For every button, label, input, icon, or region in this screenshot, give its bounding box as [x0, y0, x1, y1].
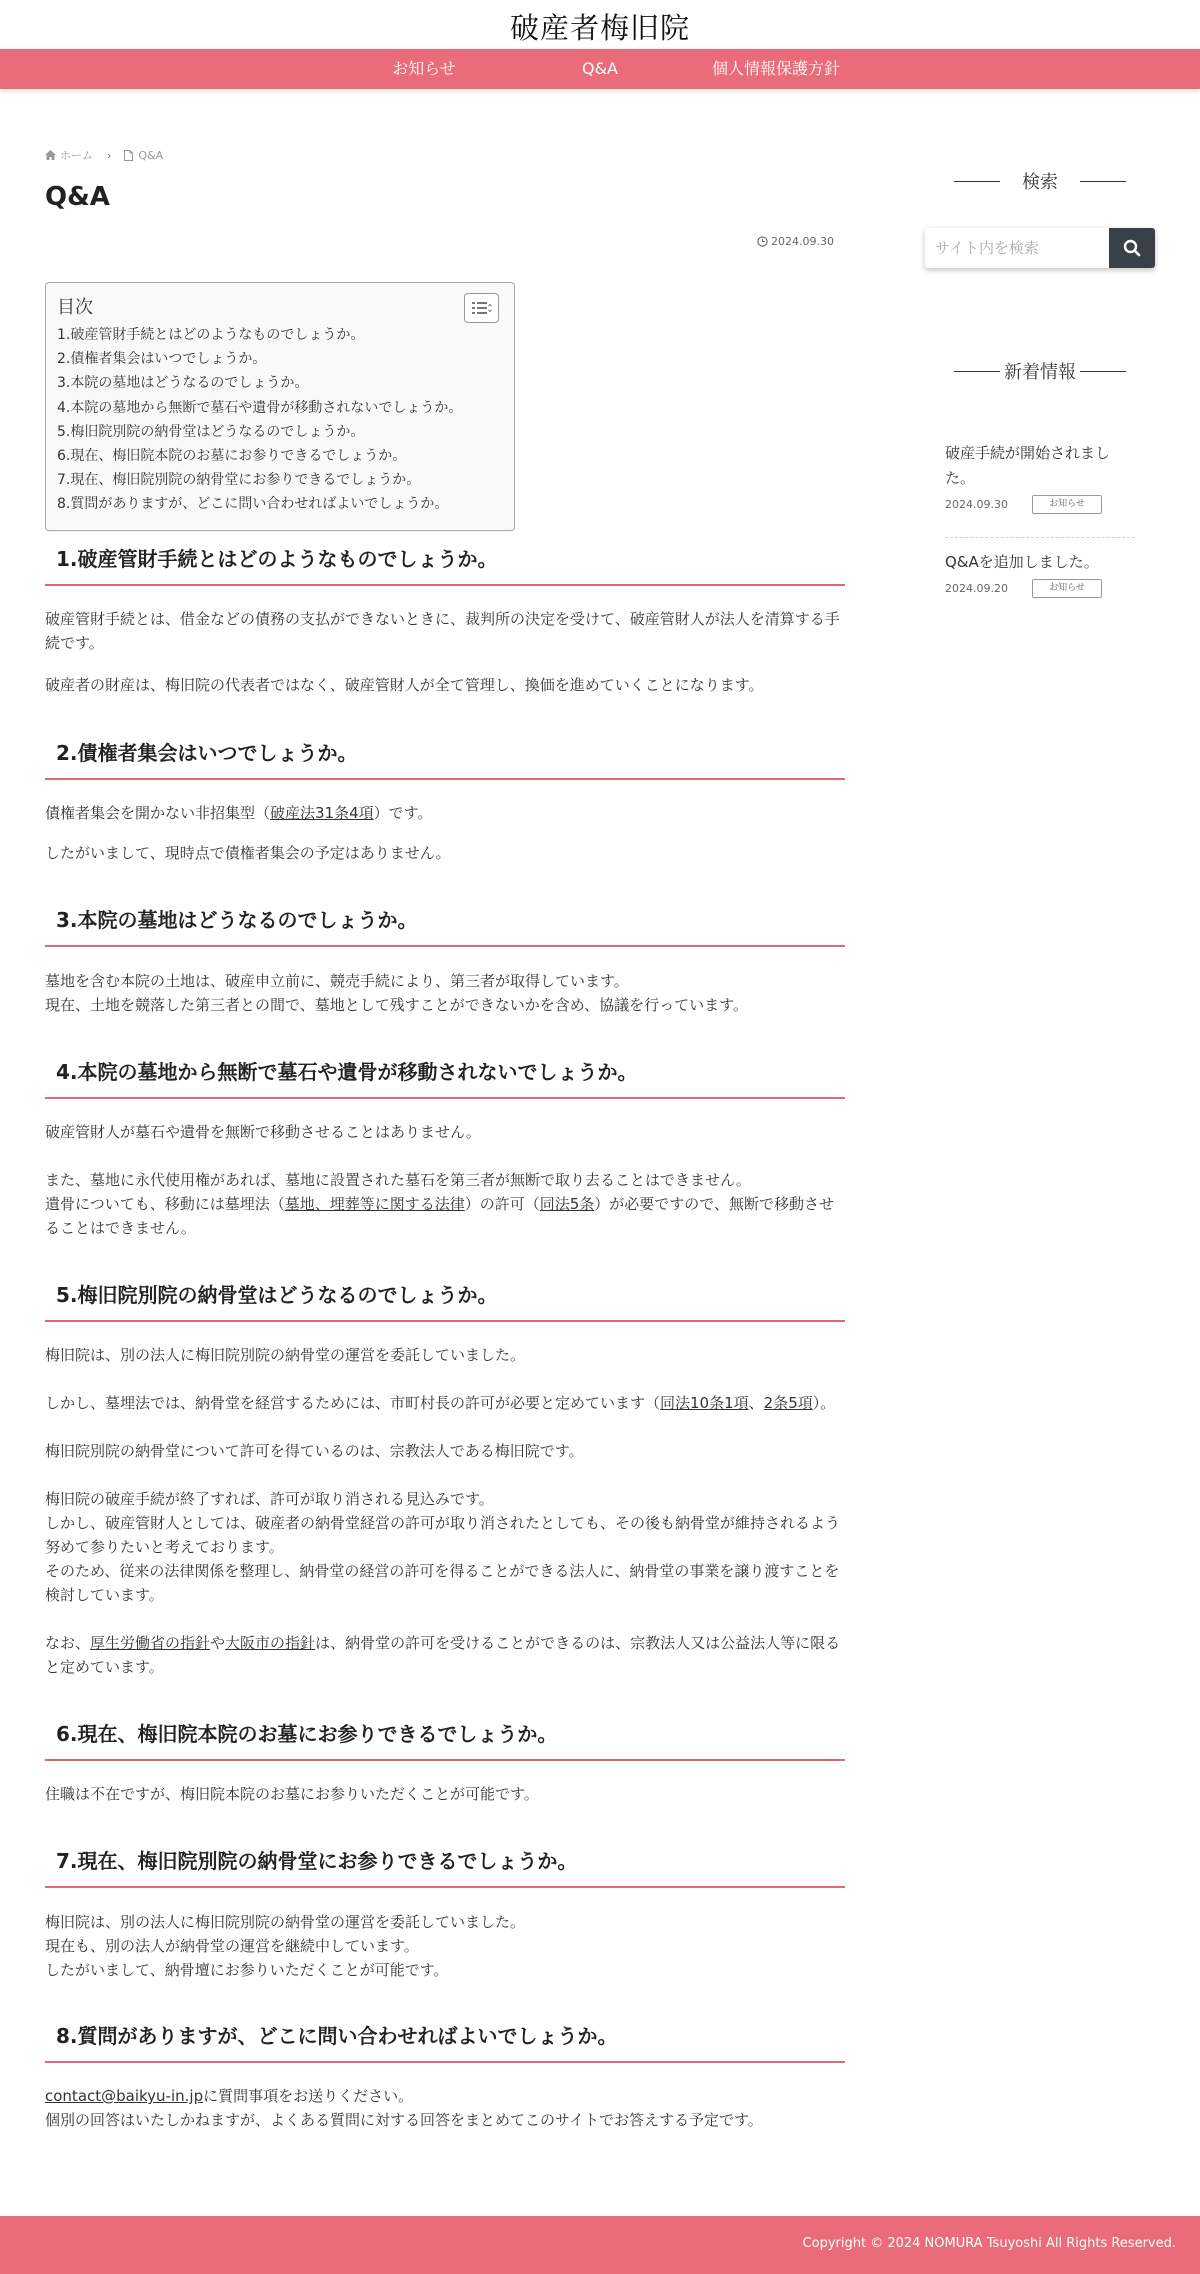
toc-toggle-button[interactable]: [464, 293, 499, 323]
section-3-line-1: 墓地を含む本院の土地は、破産申立前に、競売手続により、第三者が取得しています。: [45, 972, 629, 990]
search-icon: [1123, 239, 1141, 257]
section-heading-2: 2.債権者集会はいつでしょうか。: [45, 736, 845, 780]
search-input[interactable]: [925, 228, 1110, 268]
section-5-line-6: [45, 1631, 845, 1679]
section-heading-5: 5.梅旧院別院の納骨堂はどうなるのでしょうか。: [45, 1278, 845, 1322]
breadcrumb-current-label: Q&A: [138, 148, 164, 162]
section-1-paragraph-1: 破産管財手続とは、借金などの債務の支払ができないときに、裁判所の決定を受けて、破産管財人が法人を清算する手続です。: [45, 610, 840, 652]
section-4-line-1: また、墓地に永代使用権があれば、墓地に設置された墓石を第三者が無断で取り去ることはできません。: [45, 1171, 751, 1189]
toc-link-6[interactable]: 6.現在、梅旧院本院のお墓にお参りできるでしょうか。: [57, 447, 407, 464]
section-4-line-2: [45, 1192, 845, 1240]
section-8-line-2: 個別の回答はいたしかねますが、よくある質問に対する回答をまとめてこのサイトでお答えする予定です。: [45, 2111, 763, 2129]
page-icon: [124, 150, 133, 161]
text: や: [210, 1634, 226, 1652]
section-heading-8: 8.質問がありますが、どこに問い合わせればよいでしょうか。: [45, 2019, 845, 2063]
section-7-line-3: したがいまして、納骨壇にお参りいただくことが可能です。: [45, 1961, 449, 1979]
news-divider: [945, 537, 1135, 538]
search-box: [925, 228, 1155, 268]
contact-email-link[interactable]: contact@baikyu-in.jp: [45, 2087, 204, 2105]
section-heading-7: 7.現在、梅旧院別院の納骨堂にお参りできるでしょうか。: [45, 1844, 845, 1888]
toc-item: [57, 371, 503, 395]
nav-item-news[interactable]: お知らせ: [392, 59, 456, 78]
post-date: [757, 235, 834, 248]
section-7-line-1: 梅旧院は、別の法人に梅旧院別院の納骨堂の運営を委託していました。: [45, 1913, 526, 1931]
section-8-line-1: [45, 2084, 845, 2108]
text: ）です。: [373, 804, 433, 822]
search-widget-title: 検索: [925, 168, 1155, 194]
breadcrumb-home-label: ホーム: [60, 149, 93, 162]
breadcrumb-home[interactable]: [45, 147, 93, 163]
toc-list: [57, 323, 503, 517]
text: ）が必要ですので、無断で移動させることはできません。: [45, 1195, 834, 1237]
breadcrumb: [45, 147, 845, 163]
toc-item: [57, 347, 503, 371]
news-category-badge[interactable]: お知らせ: [1032, 495, 1102, 514]
news-title-link[interactable]: Q&Aを追加しました。: [945, 553, 1099, 571]
section-5-line-5: そのため、従来の法律関係を整理し、納骨堂の経営の許可を得ることができる法人に、納骨堂の事業を譲り渡すことを検討しています。: [45, 1562, 840, 1604]
site-title[interactable]: 破産者梅旧院: [509, 11, 690, 45]
toc-item: [57, 444, 503, 468]
section-2-paragraph-1: [45, 801, 845, 825]
toc-item: [57, 492, 503, 516]
osaka-city-guideline-link[interactable]: 大阪市の指針: [225, 1634, 316, 1652]
site-footer: [0, 2216, 1200, 2274]
section-heading-6: 6.現在、梅旧院本院のお墓にお参りできるでしょうか。: [45, 1717, 845, 1761]
news-meta: [945, 495, 1135, 514]
toc-link-3[interactable]: 3.本院の墓地はどうなるのでしょうか。: [57, 375, 309, 392]
text: ）の許可（: [464, 1195, 540, 1213]
news-date: 2024.09.30: [945, 498, 1008, 511]
breadcrumb-current: [124, 149, 163, 162]
toc-item: [57, 468, 503, 492]
law-link-article-2-5[interactable]: 2条5項: [763, 1394, 813, 1412]
main-content: [45, 147, 845, 2129]
table-of-contents: [45, 282, 515, 531]
section-1-paragraph-2: 破産者の財産は、梅旧院の代表者ではなく、破産管財人が全て管理し、換価を進めていくことになります。: [45, 676, 764, 694]
copyright: Copyright © 2024 NOMURA Tsuyoshi All Rights Reserved.: [802, 2236, 1176, 2251]
text: 、: [748, 1394, 764, 1412]
toc-item: [57, 323, 503, 347]
news-item: [945, 441, 1135, 514]
section-5-line-1: [45, 1391, 845, 1415]
section-5-line-3: 梅旧院の破産手続が終了すれば、許可が取り消される見込みです。: [45, 1490, 494, 1508]
text: ）。: [812, 1394, 836, 1412]
section-4-paragraph-1: 破産管財人が墓石や遺骨を無断で移動させることはありません。: [45, 1123, 481, 1141]
news-item: [945, 550, 1135, 598]
section-5-line-4: しかし、破産管財人としては、破産者の納骨堂経営の許可が取り消されたとしても、その後も納骨堂が維持されるよう努めて参りたいと考えております。: [45, 1514, 841, 1556]
law-link-bankruptcy-31-4[interactable]: 破産法31条4項: [270, 804, 374, 822]
toc-item: [57, 396, 503, 420]
clock-icon: [757, 236, 768, 247]
news-date: 2024.09.20: [945, 582, 1008, 595]
news-title-link[interactable]: 破産手続が開始されました。: [945, 444, 1111, 487]
section-5-paragraph-1: 梅旧院は、別の法人に梅旧院別院の納骨堂の運営を委託していました。: [45, 1346, 526, 1364]
news-category-badge[interactable]: お知らせ: [1032, 579, 1102, 598]
nav-item-privacy[interactable]: 個人情報保護方針: [711, 59, 840, 78]
chevron-right-icon: ›: [107, 148, 112, 162]
text: 債権者集会を開かない非招集型（: [45, 804, 271, 822]
site-header: [0, 0, 1200, 49]
nav-item-qa[interactable]: Q&A: [581, 59, 618, 78]
section-heading-4: 4.本院の墓地から無断で墓石や遺骨が移動されないでしょうか。: [45, 1055, 845, 1099]
section-heading-1: 1.破産管財手続とはどのようなものでしょうか。: [45, 542, 845, 586]
list-icon: [472, 301, 492, 315]
text: なお、: [45, 1634, 91, 1652]
news-widget-title: 新着情報: [925, 358, 1155, 384]
section-3-line-2: 現在、土地を競落した第三者との間で、墓地として残すことができないかを含め、協議を行っています。: [45, 996, 748, 1014]
page-title: Q&A: [45, 182, 110, 212]
post-date-value: 2024.09.30: [771, 235, 834, 248]
section-2-paragraph-2: したがいまして、現時点で債権者集会の予定はありません。: [45, 844, 451, 862]
home-icon: [45, 150, 56, 160]
section-7-line-2: 現在も、別の法人が納骨堂の運営を継続中しています。: [45, 1937, 419, 1955]
text: 遺骨についても、移動には墓埋法（: [45, 1195, 285, 1213]
toc-link-1[interactable]: 1.破産管財手続とはどのようなものでしょうか。: [57, 327, 365, 343]
section-heading-3: 3.本院の墓地はどうなるのでしょうか。: [45, 903, 845, 947]
toc-link-8[interactable]: 8.質問がありますが、どこに問い合わせればよいでしょうか。: [57, 496, 449, 513]
law-link-article-10-1[interactable]: 同法10条1項: [660, 1394, 749, 1412]
news-meta: [945, 579, 1135, 598]
toc-link-5[interactable]: 5.梅旧院別院の納骨堂はどうなるのでしょうか。: [57, 423, 365, 440]
section-5-line-2: 梅旧院別院の納骨堂について許可を得ているのは、宗教法人である梅旧院です。: [45, 1442, 584, 1460]
text: しかし、墓埋法では、納骨堂を経営するためには、市町村長の許可が必要と定めています（: [45, 1394, 661, 1412]
search-button[interactable]: [1109, 228, 1155, 268]
global-nav: [0, 49, 1200, 89]
law-link-burial-act[interactable]: 墓地、埋葬等に関する法律: [284, 1195, 465, 1213]
toc-item: [57, 420, 503, 444]
toc-link-2[interactable]: 2.債権者集会はいつでしょうか。: [57, 351, 267, 368]
section-6-paragraph-1: 住職は不在ですが、梅旧院本院のお墓にお参りいただくことが可能です。: [45, 1785, 539, 1803]
mhlw-guideline-link[interactable]: 厚生労働省の指針: [90, 1634, 211, 1652]
toc-link-4[interactable]: 4.本院の墓地から無断で墓石や遺骨が移動されないでしょうか。: [57, 399, 463, 416]
toc-link-7[interactable]: 7.現在、梅旧院別院の納骨堂にお参りできるでしょうか。: [57, 472, 421, 489]
toc-title: 目次: [57, 297, 93, 318]
text: に質問事項をお送りください。: [203, 2087, 414, 2105]
law-link-article-5[interactable]: 同法5条: [539, 1195, 595, 1213]
text: は、納骨堂の許可を受けることができるのは、宗教法人又は公益法人等に限ると定めています。: [45, 1634, 841, 1676]
